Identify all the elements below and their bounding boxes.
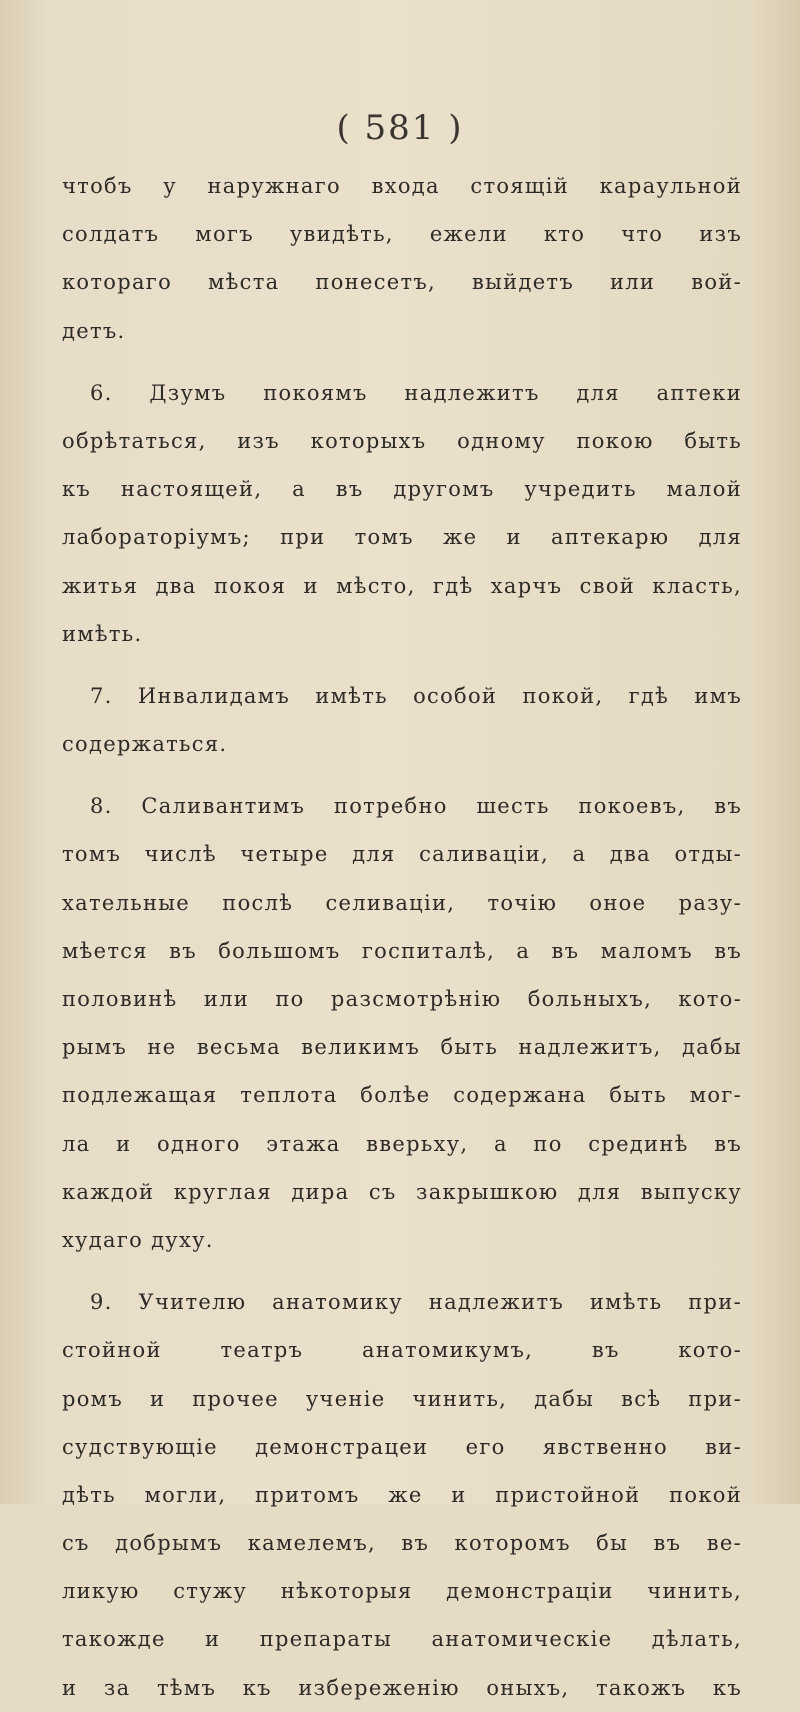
page-number: ( 581 ) [336, 108, 464, 148]
text-line: худаго духу. [62, 1227, 214, 1252]
text-line: стойной театръ анатомикумъ, въ кото- [62, 1338, 742, 1363]
text-line: 6. Дзумъ покоямъ надлежитъ для аптеки [90, 380, 742, 405]
text-line: каждой круглая дира съ закрышкою для выпуску [62, 1179, 742, 1204]
text-line: съ добрымъ камелемъ, въ которомъ бы въ ве- [62, 1531, 742, 1556]
text-line: къ настоящей, а въ другомъ учредить малой [62, 477, 742, 502]
text-line: такожде и препараты анатомическіе дѣлать, [62, 1627, 742, 1652]
text-line: хательные послѣ селиваціи, точію оное разу- [62, 890, 742, 915]
paragraph-gap [62, 768, 742, 782]
text-line: половинѣ или по разсмотрѣнію больныхъ, кото- [62, 987, 742, 1011]
paragraph-gap [62, 658, 742, 672]
text-line: солдатъ могъ увидѣть, ежели кто что изъ [62, 222, 742, 247]
text-line: ликую стужу нѣкоторыя демонстраціи чинить, [62, 1579, 742, 1604]
text-line: содержаться. [62, 732, 228, 757]
paragraph-gap [62, 1264, 742, 1278]
text-line: подлежащая теплота болѣе содержана быть мог- [62, 1083, 742, 1108]
text-line: 8. Саливантимъ потребно шесть покоевъ, въ [90, 794, 742, 819]
text-line: томъ числѣ четыре для саливаціи, а два отды- [62, 842, 742, 867]
body-text [62, 162, 742, 1712]
text-line: ла и одного этажа вверьху, а по срединѣ въ [62, 1131, 742, 1156]
text-line: котораго мѣста понесетъ, выйдетъ или вой- [62, 270, 742, 295]
text-line: обрѣтаться, изъ которыхъ одному покою быть [62, 428, 742, 453]
text-line: лабораторіумъ; при томъ же и аптекарю для [62, 525, 742, 550]
text-line: детъ. [62, 318, 126, 343]
text-line: ромъ и прочее ученіе чинить, дабы всѣ при- [62, 1386, 742, 1411]
text-line: житья два покоя и мѣсто, гдѣ харчъ свой класть, [62, 573, 742, 598]
text-line: 7. Инвалидамъ имѣть особой покой, гдѣ имъ [90, 683, 742, 708]
text-line: рымъ не весьма великимъ быть надлежитъ, дабы [62, 1035, 742, 1060]
text-line: дѣть могли, притомъ же и пристойной покой [62, 1482, 742, 1507]
text-line: и за тѣмъ къ избереженію оныхъ, такожъ къ [62, 1675, 742, 1700]
text-line: чтобъ у наружнаго входа стоящій караульной [62, 174, 742, 198]
text-line: судствующіе демонстрацеи его явственно ви- [62, 1434, 742, 1459]
text-line: имѣть. [62, 621, 143, 646]
text-line: мѣется въ большомъ госпиталѣ, а въ маломъ въ [62, 938, 742, 963]
text-line: 9. Учителю анатомику надлежитъ имѣть при- [90, 1290, 742, 1315]
paragraph-gap [62, 355, 742, 369]
